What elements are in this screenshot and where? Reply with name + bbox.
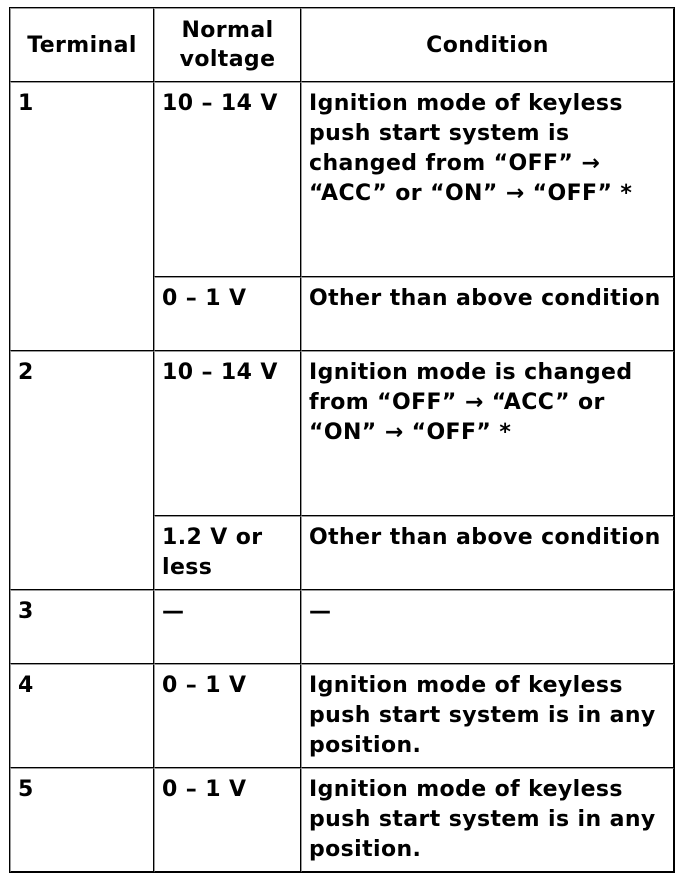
table-row [10,664,674,768]
header-terminal: Terminal [10,8,154,82]
terminal-voltage-table [9,7,675,873]
condition-cell: Ignition mode of keyless push start system is in any position. [301,664,674,768]
condition-cell: — [301,590,674,664]
header-condition: Condition [301,8,674,82]
terminal-voltage-table-wrapper [9,7,675,873]
condition-cell: Other than above condition [301,277,674,351]
voltage-cell: 0 – 1 V [154,664,301,768]
terminal-cell: 5 [10,768,154,872]
condition-cell: Ignition mode of keyless push start system is in any position. [301,768,674,872]
terminal-cell: 1 [10,82,154,351]
voltage-cell: 0 – 1 V [154,768,301,872]
terminal-cell: 2 [10,351,154,590]
condition-cell: Ignition mode is changed from “OFF” → “ACC” or “ON” → “OFF” * [301,351,674,516]
voltage-cell: 1.2 V or less [154,516,301,590]
voltage-cell: 0 – 1 V [154,277,301,351]
voltage-cell: — [154,590,301,664]
condition-cell: Other than above condition [301,516,674,590]
header-normal-voltage: Normal voltage [154,8,301,82]
table-row [10,768,674,872]
condition-cell: Ignition mode of keyless push start system is changed from “OFF” → “ACC” or “ON” → “OFF” * [301,82,674,277]
voltage-cell: 10 – 14 V [154,82,301,277]
terminal-cell: 4 [10,664,154,768]
table-header-row [10,8,674,82]
terminal-cell: 3 [10,590,154,664]
table-row [10,590,674,664]
voltage-cell: 10 – 14 V [154,351,301,516]
table-row [10,82,674,277]
table-row [10,351,674,516]
